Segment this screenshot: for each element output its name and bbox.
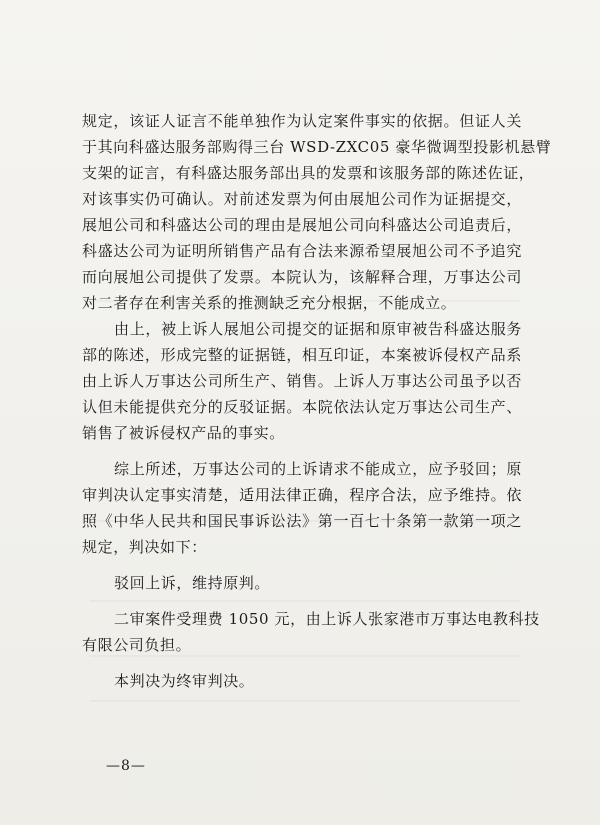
text-line: 销售了被诉侵权产品的事实。 [82,424,285,442]
text-line: 部的陈述，形成完整的证据链，相互印证，本案被诉侵权产品系 [82,346,522,364]
text-line: 综上所述，万事达公司的上诉请求不能成立，应予驳回；原 [114,460,522,478]
text-line: 本判决为终审判决。 [114,672,255,690]
text-line: 照《中华人民共和国民事诉讼法》第一百七十条第一款第一项之 [82,512,522,530]
text-line: 二审案件受理费 1050 元，由上诉人张家港市万事达电教科技 [114,610,540,628]
text-line: 认但未能提供充分的反驳证据。本院依法认定万事达公司生产、 [82,398,522,416]
paragraph-court-fee [82,606,540,658]
page-number: —8— [106,758,146,774]
text-line: 规定，该证人证言不能单独作为认定案件事实的依据。但证人关 [82,112,522,130]
text-line: 支架的证言，有科盛达服务部出具的发票和该服务部的陈述佐证， [82,164,535,182]
text-line: 有限公司负担。 [82,636,192,654]
text-line: 规定，判决如下： [82,538,207,556]
text-line: 而向展旭公司提供了发票。本院认为，该解释合理，万事达公司 [82,268,522,286]
paragraph-conclusion [82,456,522,560]
text-line: 驳回上诉，维持原判。 [114,574,271,592]
paragraph-evidence-chain [82,316,522,446]
text-line: 对该事实仍可确认。对前述发票为何由展旭公司作为证据提交， [82,190,522,208]
text-line: 由上诉人万事达公司所生产、销售。上诉人万事达公司虽予以否 [82,372,522,390]
text-line: 于其向科盛达服务部购得三台 WSD-ZXC05 豪华微调型投影机悬臂 [82,138,552,156]
paragraph-evidence-analysis [82,108,552,316]
text-line: 由上，被上诉人展旭公司提交的证据和原审被告科盛达服务 [114,320,522,338]
text-line: 对二者存在利害关系的推测缺乏充分根据，不能成立。 [82,294,457,312]
text-line: 科盛达公司为证明所销售产品有合法来源希望展旭公司不予追究 [82,242,522,260]
paragraph-final-judgment [82,668,522,694]
paragraph-ruling [82,570,522,596]
text-line: 展旭公司和科盛达公司的理由是展旭公司向科盛达公司追责后， [82,216,522,234]
text-line: 审判决认定事实清楚，适用法律正确，程序合法，应予维持。依 [82,486,522,504]
bleed-through-mark [90,700,520,702]
judgment-text [82,108,552,694]
